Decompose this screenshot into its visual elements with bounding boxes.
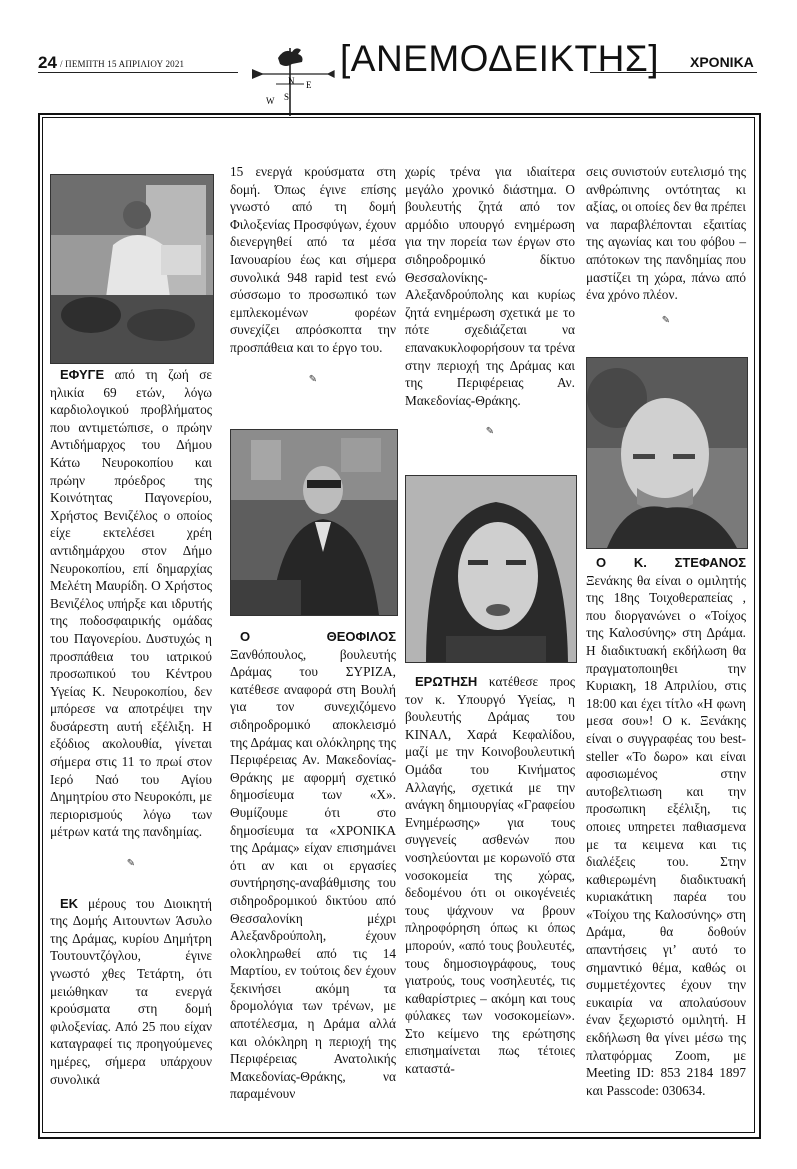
article-asylo-body-1: μέρους του Διοικητή της Δομής Αιτουντων Άσυλο της Δράμας, κυρίου Δημήτρη Τουτουντζόγλου, έγινε γνωστό χθες Τετάρτη, ότι μειώθηκαν τα ενεργά κρούσματα στη δομή φιλοξενίας. Από 25 που είχαν καταγραφεί τις προηγούμενες ημέρες, σήμερα υπάρχουν συνολικά [50, 895, 212, 1087]
article-theofilos-body-1: Ξανθόπουλος, βουλευτής Δράμας του ΣΥΡΙΖΑ, κατέθεσε αναφορά στη Βουλή για τον συνεχιζόμενο σιδηροδρομικό αποκλεισμό της Δράμας και ολόκληρης της Περιφέρειας Αν. Μακεδονίας-Θράκης με αφορμή σχετικό δημοσίευμα των «Χ». Θυμίζουμε ότι στο δημοσίευμα τα «ΧΡΟΝΙΚΑ της Δράμας» είχαν επισημάνει ότι αν και οι εργασίες συντήρησης-αναβάθμισης του σιδηροδρομικού δικτύου από Θεσσαλονίκη μέχρι Αλεξανδρούπολη, έχουν ολοκληρωθεί από τις 14 Μαρτίου, εν τούτοις δεν έχουν ξεκινήσει ακόμη τα δρομολόγια των τρένων, με αποτέλεσμα, η Δράμα αλλά και ολόκληρη η περιοχή της Περιφέρειας Ανατολικής Μακεδονίας-Θράκης, να παραμένουν [230, 646, 396, 1102]
column-1 [50, 366, 212, 1088]
page-number: 24 [38, 53, 57, 72]
article-erotisi [405, 673, 575, 1078]
photo-venizelos [50, 174, 214, 364]
separator-icon: ✎ [308, 373, 318, 385]
header-rule-left [38, 72, 238, 73]
vane-letter-e: E [306, 80, 312, 90]
article-stefanos-lead: Ο Κ. ΣΤΕΦΑΝΟΣ [596, 555, 746, 570]
column-4-bottom [586, 554, 746, 1099]
column-2-bottom [230, 628, 396, 1103]
column-4-top [586, 163, 746, 329]
article-asylo-continued: 15 ενεργά κρούσματα στη δομή. Όπως έγινε επίσης γνωστό από τη δομή Φιλοξενίας Προσφύγων, έχουν διενεργηθεί από τα μέσα Ιανουαρίου έως και σήμερα συνολικά 948 rapid test ενώ σύσσωμο το προσωπικό των εμπλεκομένων φορέων συνεχίζει απρόσκοπτα την προσπάθεια και το έργο του. [230, 164, 396, 355]
separator-icon: ✎ [485, 426, 495, 438]
article-stefanos-body: Ξενάκης θα είναι ο ομιλητής της 18ης Τοιχοθεραπείας , που διοργανώνει ο «Τοίχος της Καλοσύνης» στη Δράμα. Η διαδικτυακή εκδήλωση θα πραγματοποιηθει την Κυριακη, 18 Απριλίου, στις 18:00 και έχει τίτλο «Η φωνη μεσα σου»! Ο κ. Ξενάκης είναι ο συγγραφέας του best-steller «Το δωρο» και είναι αφοσιωμένος στην αυτοβελτιωση και την προσωπικη εξέλιξη, τις οποιες υπηρετει παθιασμενα με τα κειμενα και τις διαλέξεις του. Στην καθιερωμένη διαδικτυακή κυριακάτικη παρέα του «Τοίχου της Καλοσύνης» στη Δράμα, θα δοθούν απαντήσεις γι’ αυτό το σημαντικό θέμα, καθώς οι συμμετέχοντες έχουν την ευκαιρία να απολαύσουν έναν ξεχωριστό ομιλητή. Η εκδήλωση θα γίνει μέσω της πλατφόρμας Zoom, με Meeting ID: 853 2184 1897 και Passcode: 030634. [586, 572, 746, 1098]
article-asylo-lead: ΕΚ [60, 895, 79, 911]
masthead-title: [ΑΝΕΜΟΔΕΙΚΤΗΣ] [340, 38, 660, 79]
article-efyge-body: από τη ζωή σε ηλικία 69 ετών, λόγω καρδιολογικού προβλήματος που αντιμετώπισε, ο πρώην Αντιδήμαρχος του Δήμου Κάτω Νευροκοπίου και πρώην πρόεδρος της Κοινότητας Παγονερίου, Χρήστος Βενιζέλος ο οποίος είχε εκτελέσει χρέη αντιδημάρχου στον Δήμο Νευροκοπίου, επί δημαρχίας Μελέτη Μαυρίδη. Ο Χρήστος Βενιζέλος υπήρξε και ιδρυτής της ποδοσφαιρικής ομάδας του Παγονερίου. Δυστυχώς η προσπάθεια του ιατρικού προσωπικού του Κέντρου Υγείας Κ. Νευροκοπίου, δεν μπόρεσε να αποτρέψει την δυσάρεστη αυτή εξέλιξη. Η εξόδιος ακολουθία, γίνεται σήμερα στις 11 το πρωί στον Ιερό Ναό του Αγίου Δημητρίου στο Νευροκόπι, με περιορισμούς λόγω των μέτρων κατά της πανδημίας. [50, 367, 212, 840]
column-3-bottom [405, 673, 575, 1078]
article-erotisi-continued: σεις συνιστούν ευτελισμό της ανθρώπινης οντότητας κι αξίας, οι οποίες δεν θα πρέπει να παραβλέπονται εξαιτίας της αγωνίας και του φόβου – απότοκων της πανδημίας που μαστίζει τη χώρα, πάνω από ένα χρόνο πλέον. [586, 164, 746, 303]
weathervane-icon [248, 44, 338, 118]
article-efyge-lead: ΕΦΥΓΕ [60, 367, 105, 382]
vane-letter-w: W [266, 96, 275, 106]
vane-letter-s: S [284, 92, 290, 102]
photo-xanthopoulos [230, 429, 398, 616]
article-theofilos-continued: χωρίς τρένα για ιδιαίτερα μεγάλο χρονικό διάστημα. Ο βουλευτής ζητά από τον αρμόδιο υπουργό ενημέρωση για την πορεία των έργων στο σιδηροδρομικό δίκτυο Θεσσαλονίκης-Αλεξανδρούπολης και κυρίως ζητά ενημέρωση σχετικά με το πότε σχεδιάζεται να επανακυκλοφορήσουν τα τρένα στην περιοχή της Δράμας και της Περιφέρειας Αν. Μακεδονίας-Θράκης. [405, 164, 575, 408]
section-label: ΧΡΟΝΙΚΑ [690, 54, 754, 70]
article-erotisi-body-1: κατέθεσε προς τον κ. Υπουργό Υγείας, η βουλευτής Δράμας του ΚΙΝΑΛ, Χαρά Κεφαλίδου, μαζί με την Κοινοβουλευτική Ομάδα του Κινήματος Αλλαγής, σχετικά με την ανάγκη δημιουργίας «Γραφείου Ενημέρωσης» για τους συγγενείς ασθενών που νοσηλεύονται με κορωνοϊό στα νοσοκομεία της χώρας, δεδομένου ότι οι οικογένειές τους ψάχνουν να βρουν πληροφόρηση όπως κι όπως μπορούν, «από τους βουλευτές, τους δημοσιογράφους, τους γιατρούς, τους νοσηλευτές, τις καθαρίστριες – ακόμη και τους φύλακες των νοσοκομείων». Στο κείμενο της ερώτησης επισημαίνεται πως τέτοιες καταστά- [405, 674, 575, 1077]
column-2-top [230, 163, 396, 388]
page-header [0, 0, 797, 112]
photo-kefalidou [405, 475, 577, 663]
article-theofilos [230, 628, 396, 1103]
vane-letter-n: N [288, 76, 295, 86]
issue-date: / ΠΕΜΠΤΗ 15 ΑΠΡΙΛΙΟΥ 2021 [60, 59, 185, 69]
article-theofilos-lead: Ο ΘΕΟΦΙΛΟΣ [240, 629, 396, 644]
article-efyge [50, 366, 212, 841]
separator-icon: ✎ [126, 858, 136, 870]
article-erotisi-lead: ΕΡΩΤΗΣΗ [415, 674, 478, 689]
column-3-top [405, 163, 575, 441]
article-asylo [50, 895, 212, 1089]
article-stefanos [586, 554, 746, 1099]
separator-icon: ✎ [661, 314, 671, 326]
photo-xenakis [586, 357, 748, 549]
